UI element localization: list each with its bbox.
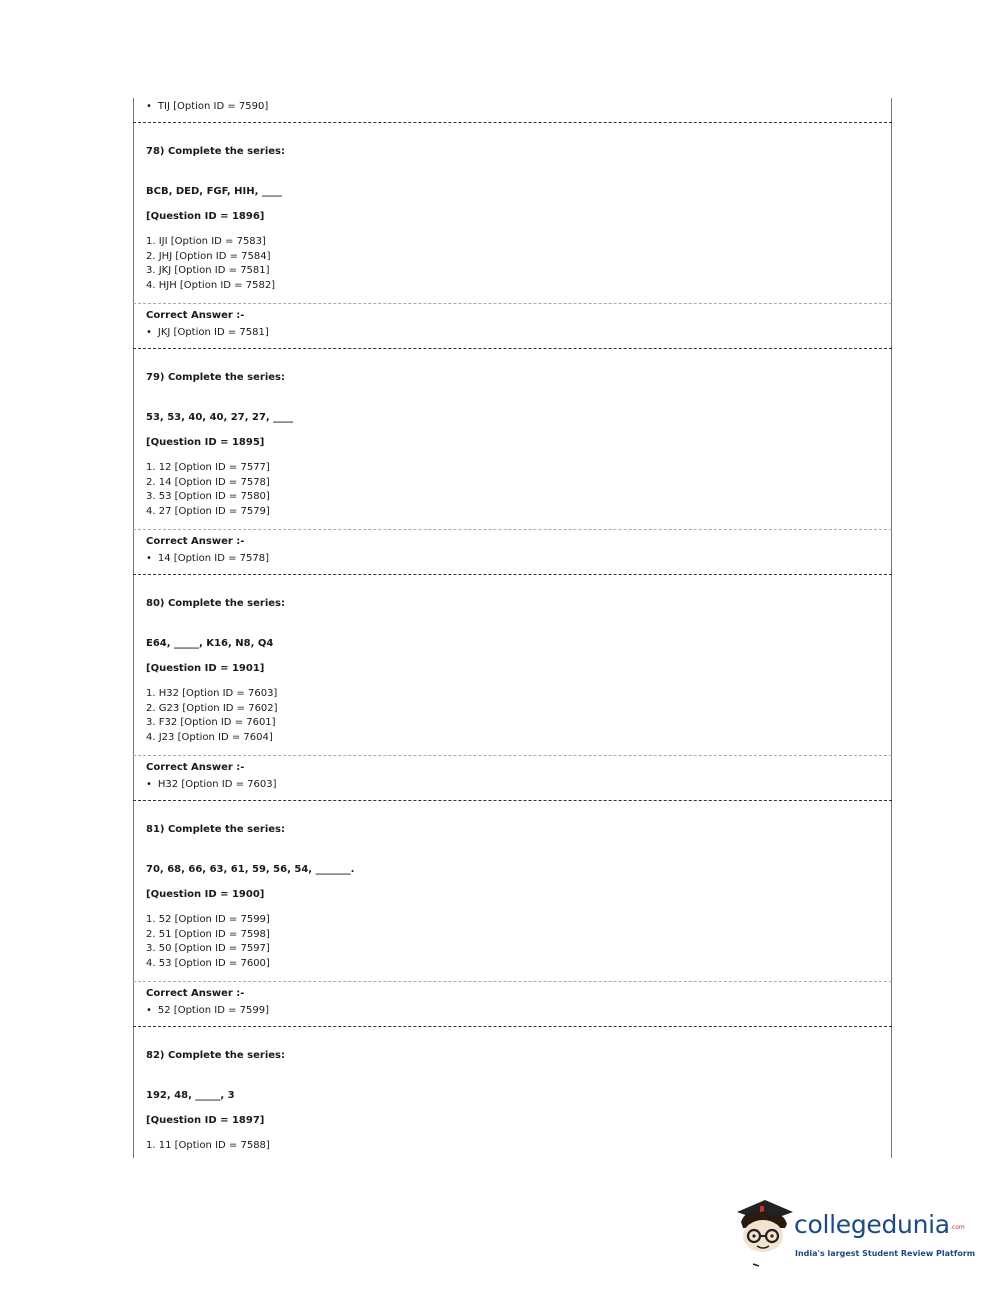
answer-label: Correct Answer :-: [146, 988, 245, 999]
answer-text: • H32 [Option ID = 7603]: [146, 779, 277, 791]
option-item: 2. G23 [Option ID = 7602]: [146, 703, 278, 714]
answer-text: • 14 [Option ID = 7578]: [146, 553, 269, 565]
option-item: 2. 14 [Option ID = 7578]: [146, 477, 270, 488]
option-item: 3. 53 [Option ID = 7580]: [146, 491, 270, 502]
option-item: 2. 51 [Option ID = 7598]: [146, 929, 270, 940]
question-id: [Question ID = 1897]: [146, 1115, 265, 1126]
option-item: 4. 27 [Option ID = 7579]: [146, 506, 270, 517]
question-header: 78) Complete the series:: [146, 146, 285, 157]
option-item: 1. 11 [Option ID = 7588]: [146, 1140, 270, 1151]
question-series: 53, 53, 40, 40, 27, 27, ____: [146, 412, 294, 423]
answer-text: • 52 [Option ID = 7599]: [146, 1005, 269, 1017]
answer-label: Correct Answer :-: [146, 762, 245, 773]
answer-text: • JKJ [Option ID = 7581]: [146, 327, 269, 339]
logo-wordmark: collegedunia: [794, 1210, 950, 1239]
question-id: [Question ID = 1901]: [146, 663, 265, 674]
option-item: 3. 50 [Option ID = 7597]: [146, 943, 270, 954]
question-header: 80) Complete the series:: [146, 598, 285, 609]
option-item: 4. 53 [Option ID = 7600]: [146, 958, 270, 969]
option-item: 3. JKJ [Option ID = 7581]: [146, 265, 270, 276]
question-header: 81) Complete the series:: [146, 824, 285, 835]
question-series: 192, 48, _____, 3: [146, 1090, 235, 1101]
option-item: 1. 12 [Option ID = 7577]: [146, 462, 270, 473]
question-id: [Question ID = 1896]: [146, 211, 265, 222]
option-item: 4. HJH [Option ID = 7582]: [146, 280, 276, 291]
question-header: 82) Complete the series:: [146, 1050, 285, 1061]
question-id: [Question ID = 1895]: [146, 437, 265, 448]
answer-separator: [133, 981, 892, 982]
answer-separator: [133, 529, 892, 530]
question-separator: [133, 574, 892, 575]
question-series: 70, 68, 66, 63, 61, 59, 56, 54, _______.: [146, 864, 355, 875]
question-separator: [133, 800, 892, 801]
logo-tagline: India's largest Student Review Platform: [795, 1249, 976, 1258]
option-item: 1. H32 [Option ID = 7603]: [146, 688, 278, 699]
question-separator: [133, 1026, 892, 1027]
question-separator: [133, 348, 892, 349]
answer-label: Correct Answer :-: [146, 536, 245, 547]
logo-suffix: .com: [950, 1224, 965, 1231]
option-item: 2. JHJ [Option ID = 7584]: [146, 251, 271, 262]
question-header: 79) Complete the series:: [146, 372, 285, 383]
option-item: 1. IJI [Option ID = 7583]: [146, 236, 266, 247]
option-item: 1. 52 [Option ID = 7599]: [146, 914, 270, 925]
question-series: BCB, DED, FGF, HIH, ____: [146, 186, 282, 197]
question-id: [Question ID = 1900]: [146, 889, 265, 900]
question-separator: [133, 122, 892, 123]
option-item: 3. F32 [Option ID = 7601]: [146, 717, 276, 728]
option-item: 4. J23 [Option ID = 7604]: [146, 732, 273, 743]
answer-label: Correct Answer :-: [146, 310, 245, 321]
answer-separator: [133, 755, 892, 756]
answer-separator: [133, 303, 892, 304]
answer-text: • TIJ [Option ID = 7590]: [146, 101, 268, 113]
question-series: E64, _____, K16, N8, Q4: [146, 638, 274, 649]
